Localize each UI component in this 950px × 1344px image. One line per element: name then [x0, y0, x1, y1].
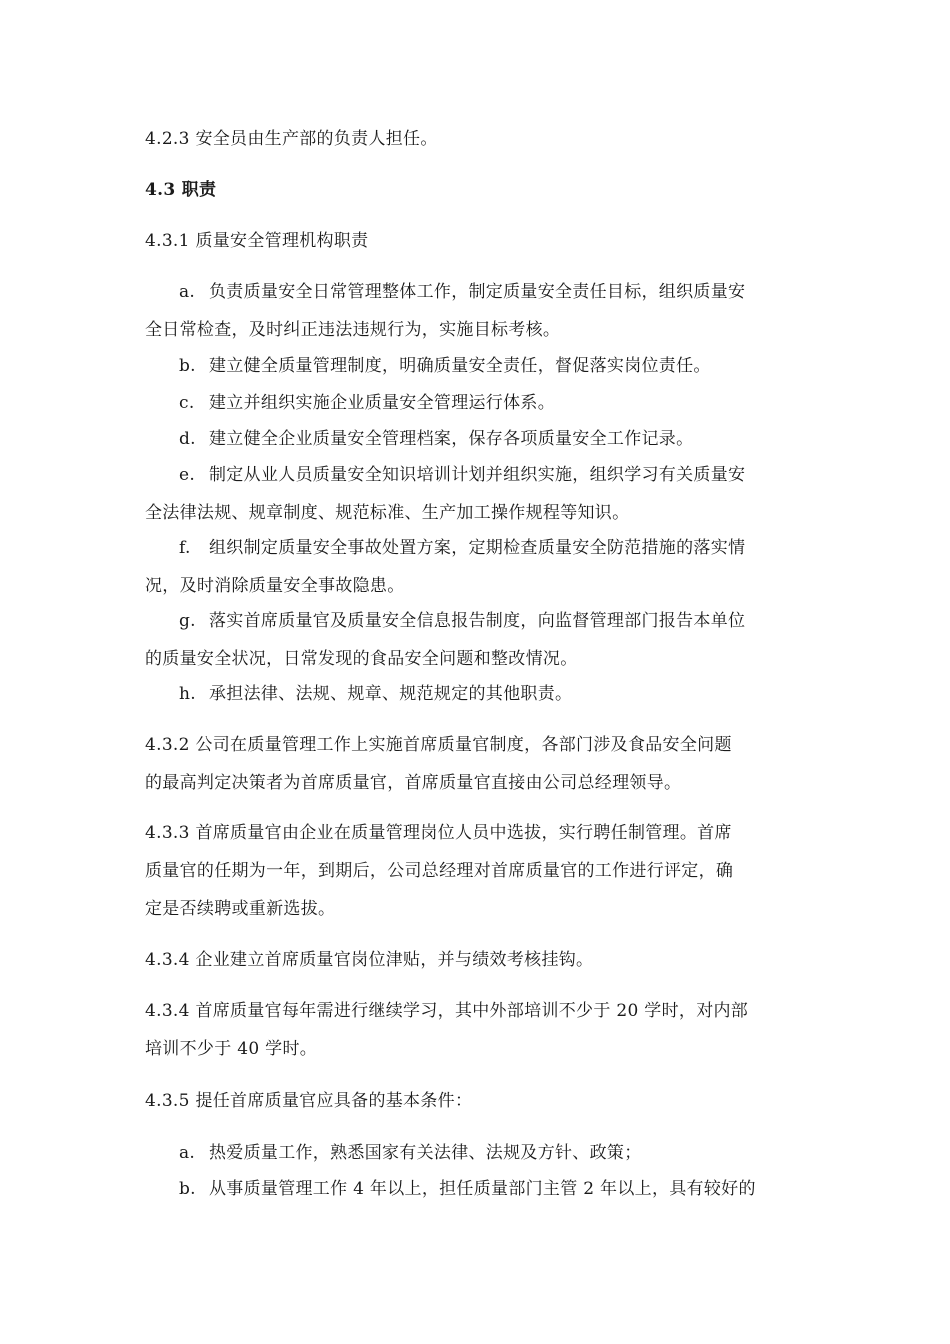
list-item-line [145, 465, 810, 485]
list-item-line [145, 356, 810, 376]
list-item-text: 制定从业人员质量安全知识培训计划并组织实施，组织学习有关质量安 [209, 465, 746, 485]
paragraph-line: 的最高判定决策者为首席质量官，首席质量官直接由公司总经理领导。 [145, 773, 682, 793]
paragraph-4-3-4-a [145, 950, 810, 970]
list-marker: a. [179, 282, 196, 302]
list-item-431-b [145, 356, 810, 376]
list-item-line: 全日常检查，及时纠正违法违规行为，实施目标考核。 [145, 320, 561, 340]
list-item-line [145, 1143, 810, 1163]
paragraph-line: 4.3.3 首席质量官由企业在质量管理岗位人员中选拔，实行聘任制管理。首席 [145, 823, 732, 843]
list-item-text: 建立健全企业质量安全管理档案，保存各项质量安全工作记录。 [209, 429, 694, 449]
paragraph-line: 4.3.4 企业建立首席质量官岗位津贴，并与绩效考核挂钩。 [145, 950, 594, 970]
list-marker: a. [179, 1143, 196, 1163]
list-item-line [145, 1179, 810, 1199]
list-item-431-a [145, 282, 810, 340]
paragraph-4-3-2 [145, 735, 810, 793]
list-item-435-b [145, 1179, 810, 1199]
section-heading: 4.3 职责 [145, 180, 217, 200]
list-item-line [145, 538, 810, 558]
list-item-435-a [145, 1143, 810, 1163]
list-item-line [145, 611, 810, 631]
list-item-text: 承担法律、法规、规章、规范规定的其他职责。 [209, 684, 573, 704]
list-item-text: 负责质量安全日常管理整体工作，制定质量安全责任目标，组织质量安 [209, 282, 746, 302]
paragraph-4-3-5 [145, 1091, 810, 1111]
paragraph-4-3-4-b [145, 1001, 810, 1059]
paragraph-line: 培训不少于 40 学时。 [145, 1039, 318, 1059]
list-item-431-e [145, 465, 810, 523]
paragraph-4-3-1 [145, 231, 810, 251]
list-marker: e. [179, 465, 196, 485]
paragraph-line: 4.2.3 安全员由生产部的负责人担任。 [145, 129, 438, 149]
paragraph-4-3-3 [145, 823, 810, 919]
paragraph-line: 4.3.4 首席质量官每年需进行继续学习，其中外部培训不少于 20 学时，对内部 [145, 1001, 749, 1021]
list-marker: f. [179, 538, 191, 558]
paragraph-4-2-3 [145, 129, 810, 149]
list-marker: h. [179, 684, 196, 704]
list-item-text: 建立并组织实施企业质量安全管理运行体系。 [209, 393, 555, 413]
list-marker: b. [179, 1179, 196, 1199]
list-item-line: 况，及时消除质量安全事故隐患。 [145, 576, 405, 596]
list-item-line [145, 684, 810, 704]
list-item-text: 组织制定质量安全事故处置方案，定期检查质量安全防范措施的落实情 [209, 538, 746, 558]
list-item-line [145, 429, 810, 449]
list-marker: c. [179, 393, 195, 413]
list-item-text: 热爱质量工作，熟悉国家有关法律、法规及方针、政策； [209, 1143, 642, 1163]
list-item-text: 建立健全质量管理制度，明确质量安全责任，督促落实岗位责任。 [209, 356, 711, 376]
paragraph-line: 质量官的任期为一年，到期后，公司总经理对首席质量官的工作进行评定，确 [145, 861, 734, 881]
list-marker: b. [179, 356, 196, 376]
list-item-text: 落实首席质量官及质量安全信息报告制度，向监督管理部门报告本单位 [209, 611, 746, 631]
paragraph-line: 4.3.2 公司在质量管理工作上实施首席质量官制度，各部门涉及食品安全问题 [145, 735, 732, 755]
list-marker: d. [179, 429, 196, 449]
list-marker: g. [179, 611, 196, 631]
paragraph-line: 4.3.1 质量安全管理机构职责 [145, 231, 369, 251]
list-item-431-d [145, 429, 810, 449]
list-item-431-f [145, 538, 810, 596]
list-item-line [145, 393, 810, 413]
list-item-431-h [145, 684, 810, 704]
list-item-line: 的质量安全状况，日常发现的食品安全问题和整改情况。 [145, 649, 578, 669]
list-item-line [145, 282, 810, 302]
list-item-431-g [145, 611, 810, 669]
paragraph-line: 定是否续聘或重新选拔。 [145, 899, 336, 919]
list-item-431-c [145, 393, 810, 413]
section-heading-4-3 [145, 180, 810, 200]
paragraph-line: 4.3.5 提任首席质量官应具备的基本条件： [145, 1091, 473, 1111]
list-item-text: 从事质量管理工作 4 年以上，担任质量部门主管 2 年以上，具有较好的 [209, 1179, 756, 1199]
list-item-line: 全法律法规、规章制度、规范标准、生产加工操作规程等知识。 [145, 503, 630, 523]
